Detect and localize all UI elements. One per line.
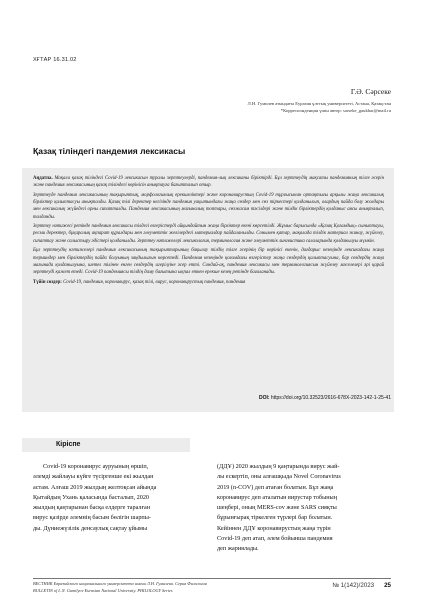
text-line: астам. Алғаш 2019 жылдың желтоқсан айында [33,483,157,491]
abstract-label: Аңдатпа. [33,176,53,181]
text-line: әлемді жайлауы күйге түсіргенше екі жылдан [33,473,154,481]
keywords [33,279,384,286]
intro-heading-band [22,438,190,452]
journal-name-en: BULLETIN of L.N. Gumilyov Eurasian National University. PHILOLOGY Series [33,587,173,593]
affiliation-text: Л.Н. Гумилев атындағы Еуразия ұлттық университеті, Астана, Қазақстан [247,101,391,106]
footer-divider [33,578,391,579]
abstract-text: Мақала қазақ тіліндегі Covid-19 лексикасын туралы зерттеулерді, пандемия-лық лексиканы біріктірді. Бұл зерттеудің мақсаты пандемияның тілге әсерін және пандемия лексикасының қазақ тіліндегі көрінісін анықтауға бағытталып отыр. [33,176,384,189]
intro-left-column [33,462,204,534]
text-line: вирус қазірде әлемнің басым бөлігін шарпы- [33,514,151,522]
xftar-code: ХҒТАР 16.31.02 [33,57,77,63]
author-affiliation-block [91,100,391,114]
doi-link[interactable]: https://doi.org/10.32523/2616-678X-2023-142-1-25-41 [270,395,391,401]
text-line: жылдың қаңтарынан басқа елдерге таралған [33,504,151,512]
text-line: деп жариялады. [217,545,259,553]
abstract-paragraph [33,175,384,190]
intro-right-column [217,462,388,555]
issue-footer [332,582,391,589]
text-line: лы ескертіп, оны алғашқыда Novel Coronavirus [217,473,341,481]
text-line: 2019 (n-COV) деп атаған болатын. Бұл жаңа [217,483,334,491]
doi-line [259,395,391,401]
abstract-paragraph: Бұл зерттеудің нәтижелері пандемия лексикасының тақырыптарының бақылау тілдің тілге әсерінің бір көрінісі екенін, дағдарыс кезеңінде лексикадағы жаңа терминдер мен бірліктердің пайда болуының заңдылығын көрсетеді. Пандемия кезеңінде қоғамдағы өзгерістер жаңа сөздердің қалыптасуына, бар сөздердің жаңа мағынада қолданылуына, шетел тілінен енген сөздердің игерілуіне әсер етті. Сондай-ақ, пандемия лексикасы мен терминологиясын жүйелеу мәселелері әрі қарай зерттеуді қажет етеді. Covid-19 пандемиясы тілдің даму бағытына ықпал еткен ерекше кезең ретінде бағаланады. [33,248,384,276]
text-line: Covid-19 коронавирус ауруының өршіп, [43,463,149,470]
abstract [33,175,384,288]
text-line: бұрынғырақ тіркелген түрлері бар болатын. [217,514,333,522]
doi-label: DOI: [258,395,270,401]
journal-footer [33,581,207,594]
page-number: 25 [384,582,391,589]
text-line: Қытайдың Ухань қаласында басталып, 2020 [33,493,150,501]
text-line: коронавирус деп аталатын вирустар тобының [217,493,338,501]
keywords-label: Түйін сөздер: [33,279,62,285]
abstract-paragraph: Зерттеуде пандемия лексикасының тақырыптық, морфологиялық ерекшеліктері және коронавирустың Covid-19 тұрғысынан ортақтығы арқылы жаңа лексикалық бірліктер қалыптасуы анықталды. Қазақ тілі деректер негізінде пандемия уақытындағы жаңа сөздер мен сөз тіркестері қолданылып, олардың пайда болу жолдары мен лексикалық жүйедегі орны сипатталды. Пандемия лексикасының мағыналық топтары, сөзжасам тәсілдері және тілдік бірліктердің қолданыс аясы анықталып, талданды. [33,192,384,220]
intro-heading: Кіріспе [56,441,81,448]
issue-number: № 1(142)/2023 [332,582,375,589]
abstract-paragraph: Зерттеу нәтижесі ретінде пандемия лексикасы тілдегі өзгерістерді айқындайтын жаңа бірліктер екені көрсетілді. Жұмыс барысында «Қазақ Қоғамдық» сыныптауы, ресми деректер, бұқаралық ақпарат құралдары мен әлеуметтік желілердегі материалдар пайдаланылды. Сонымен қатар, мақалада тілдік материал жинау, жүйелеу, сипаттау және салыстыру әдістері қолданылды. Зерттеу нәтижелері лексикология, терминология және әлеуметтік лингвистика салаларында қолданылуы мүмкін. [33,224,384,244]
keywords-text: Covid-19, пандемия, коронавирус, қазақ тілі, вирус, коронавирустық пандемия, пандемия [63,279,246,285]
text-line: ды. Дүниежүзілік денсаулық сақтау ұйымы [33,524,148,532]
correspondence-email: *Корреспонденция үшін автор: sarseke_gaukhar@mail.ru [280,108,391,113]
text-line: (ДДҰ) 2020 жылдың 9 қаңтарында вирус жай- [217,463,340,470]
text-line: Covid-19 деп атап, әлем бойынша пандемия [217,535,333,543]
text-line: Кейіннен ДДҰ коронавирустың жаңа түрін [217,524,331,532]
text-line: шеңбері, оның MERS-cov және SARS сияқты [217,504,337,512]
journal-name-ru: ВЕСТНИК Евразийского национального университета имени Л.Н. Гумилева. Серия Филология [33,581,207,586]
author-name: Г.Ә. Сәрсеке [350,87,391,96]
article-title: Қазақ тіліндегі пандемия лексикасы [33,146,186,156]
